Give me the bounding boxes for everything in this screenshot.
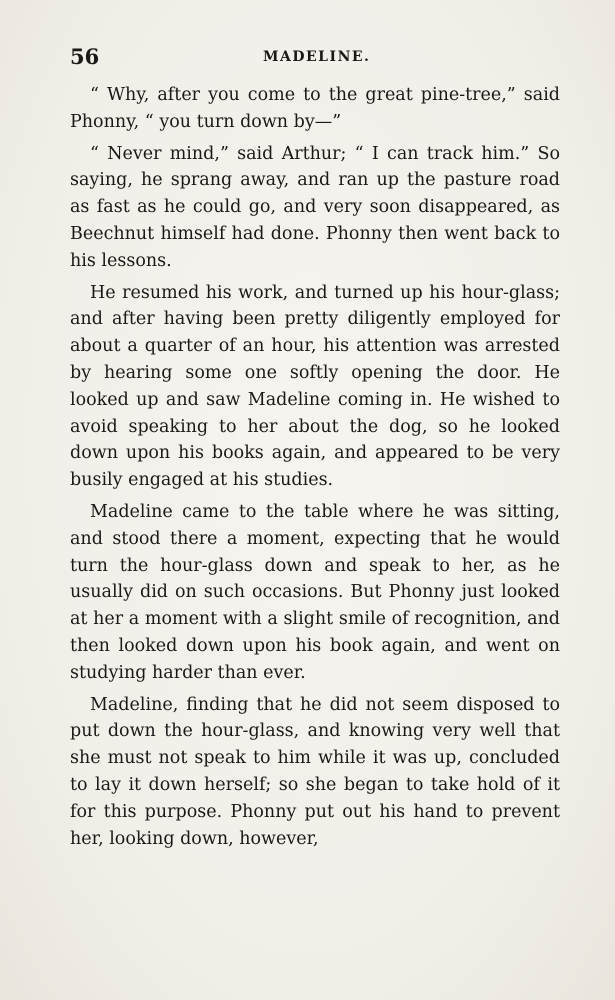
body-text: [70, 82, 560, 857]
page-number: 56: [70, 44, 100, 69]
running-head: [70, 44, 560, 74]
paragraph: He resumed his work, and turned up his hour-glass; and after having been pretty diligently employed for about a quarter of an hour, his attention was arrested by hearing some one softly opening the door. He looked up and saw Madeline coming in. He wished to avoid speaking to her about the dog, so he looked down upon his books again, and appeared to be very busily engaged at his studies.: [70, 282, 560, 491]
paragraph: Madeline, finding that he did not seem disposed to put down the hour-glass, and knowing very well that she must not speak to him while it was up, concluded to lay it down herself; so she began to take hold of it for this purpose. Phonny put out his hand to prevent her, looking down, however,: [70, 694, 560, 849]
paragraph: “ Why, after you come to the great pine-tree,” said Phonny, “ you turn down by—”: [70, 85, 560, 132]
running-title: MADELINE.: [263, 49, 371, 65]
paragraph: Madeline came to the table where he was sitting, and stood there a moment, expecting that he would turn the hour-glass down and speak to her, as he usually did on such occasions. But Phonny just looked at her a moment with a slight smile of recognition, and then looked down upon his book again, and went on studying harder than ever.: [70, 501, 560, 683]
paragraph: “ Never mind,” said Arthur; “ I can track him.” So saying, he sprang away, and ran up the pasture road as fast as he could go, and very soon disappeared, as Beechnut himself had done. Phonny then went back to his lessons.: [70, 143, 560, 271]
